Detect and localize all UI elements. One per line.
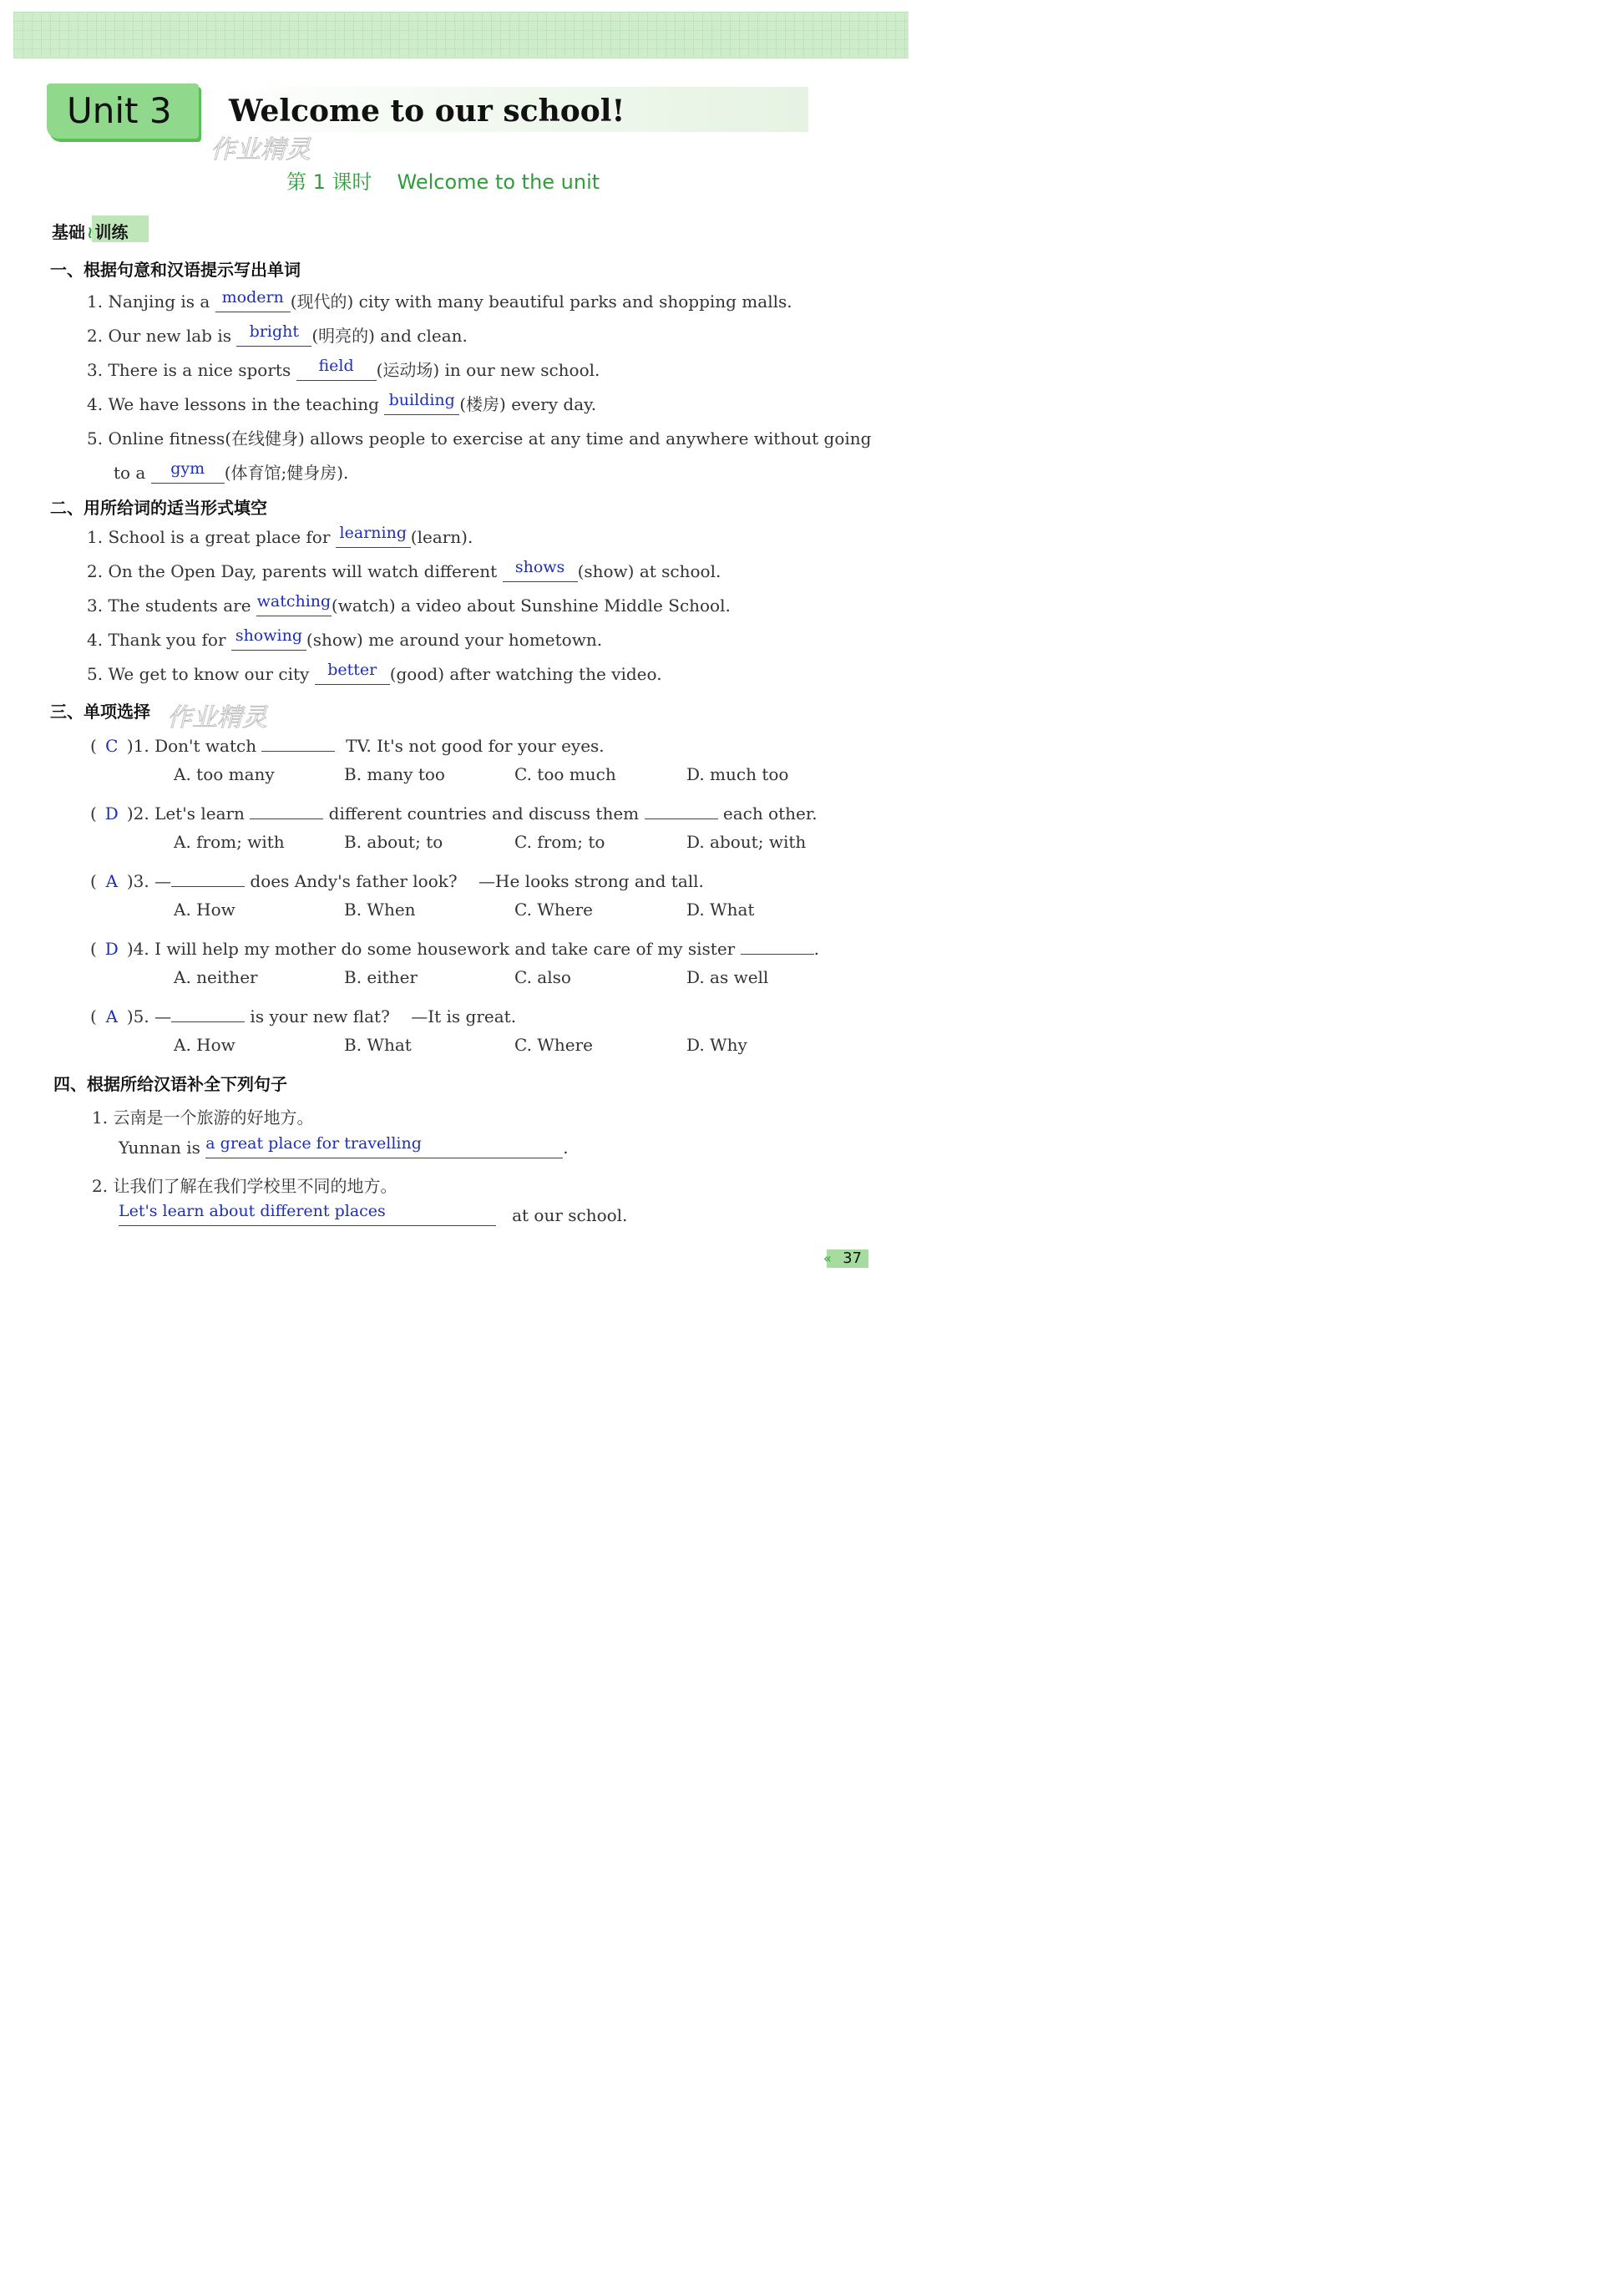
s3-question-2: ( D )2. Let's learn different countries and discuss them each other. <box>90 798 818 824</box>
answer-blank[interactable] <box>645 798 718 819</box>
s3-question-1: ( C )1. Don't watch TV. It's not good for your eyes. <box>90 731 605 756</box>
watermark: 作业精灵 <box>210 135 311 165</box>
answer-blank[interactable] <box>741 934 814 955</box>
lesson-heading <box>286 165 600 195</box>
s4-item-2-chinese: 2. 让我们了解在我们学校里不同的地方。 <box>92 1176 397 1196</box>
top-decorative-band <box>13 12 909 58</box>
s2-item-1: 1. School is a great place for learning (learn). <box>87 524 473 547</box>
page-number: « 37 <box>827 1249 868 1268</box>
answer-blank[interactable]: showing <box>231 630 306 651</box>
s2-item-4: 4. Thank you for showing (show) me around your hometown. <box>87 626 603 650</box>
answer-blank[interactable]: building <box>384 394 459 415</box>
section1-title: 一、根据句意和汉语提示写出单词 <box>50 260 301 280</box>
section4-title: 四、根据所给汉语补全下列句子 <box>53 1074 287 1094</box>
answer-blank[interactable]: watching <box>256 596 332 616</box>
option-c[interactable]: C. Where <box>514 900 593 920</box>
option-c[interactable]: C. Where <box>514 1035 593 1055</box>
option-a[interactable]: A. How <box>174 1035 235 1055</box>
answer-blank[interactable] <box>171 1001 245 1022</box>
answer-blank[interactable]: gym <box>151 463 225 484</box>
answer-blank[interactable]: field <box>296 360 377 381</box>
unit-label: Unit 3 <box>67 90 172 131</box>
answer-blank[interactable]: better <box>315 664 390 685</box>
s3-question-5: ( A )5. — is your new flat? —It is great. <box>90 1001 516 1026</box>
s1-item-4: 4. We have lessons in the teaching building (楼房) every day. <box>87 391 597 414</box>
option-b[interactable]: B. What <box>344 1035 412 1055</box>
unit-title: Welcome to our school! <box>229 94 625 129</box>
answer-blank[interactable]: learning <box>336 527 411 548</box>
choice-answer[interactable]: A <box>105 871 119 891</box>
s1-item-2: 2. Our new lab is bright (明亮的) and clean. <box>87 322 468 346</box>
option-d[interactable]: D. about; with <box>686 832 807 852</box>
choice-answer[interactable]: D <box>104 939 119 959</box>
s1-item-1: 1. Nanjing is a modern (现代的) city with many beautiful parks and shopping malls. <box>87 288 792 312</box>
option-d[interactable]: D. as well <box>686 967 769 987</box>
s2-item-2: 2. On the Open Day, parents will watch different shows (show) at school. <box>87 558 721 581</box>
choice-answer[interactable]: D <box>104 803 119 824</box>
option-b[interactable]: B. about; to <box>344 832 443 852</box>
answer-blank[interactable]: shows <box>503 561 578 582</box>
s3-question-4: ( D )4. I will help my mother do some housework and take care of my sister . <box>90 934 819 959</box>
choice-answer[interactable]: A <box>105 1006 119 1026</box>
option-d[interactable]: D. What <box>686 900 755 920</box>
answer-blank[interactable] <box>171 866 245 887</box>
option-a[interactable]: A. neither <box>174 967 258 987</box>
option-c[interactable]: C. from; to <box>514 832 605 852</box>
answer-blank[interactable] <box>261 731 335 752</box>
option-b[interactable]: B. either <box>344 967 418 987</box>
lesson-title: Welcome to the unit <box>397 170 600 194</box>
wave-icon: ≀ <box>87 222 94 242</box>
watermark: 作业精灵 <box>167 703 267 732</box>
s3-question-3: ( A )3. — does Andy's father look? —He looks strong and tall. <box>90 866 704 891</box>
s4-item-1-chinese: 1. 云南是一个旅游的好地方。 <box>92 1107 314 1128</box>
answer-blank[interactable]: Let's learn about different places <box>119 1205 496 1226</box>
s2-item-3: 3. The students are watching(watch) a video about Sunshine Middle School. <box>87 592 731 616</box>
s1-item-3: 3. There is a nice sports field (运动场) in our new school. <box>87 357 600 380</box>
answer-blank[interactable]: bright <box>236 326 311 347</box>
option-b[interactable]: B. many too <box>344 764 445 784</box>
option-c[interactable]: C. also <box>514 967 571 987</box>
option-c[interactable]: C. too much <box>514 764 616 784</box>
s4-item-2-english: Let's learn about different places at our school. <box>119 1202 628 1225</box>
lesson-label: 第 1 课时 <box>286 170 372 194</box>
double-chevron-left-icon: « <box>823 1250 832 1266</box>
answer-blank[interactable]: a great place for travelling <box>205 1138 563 1158</box>
s4-item-1-english: Yunnan is a great place for travelling . <box>119 1134 569 1158</box>
basic-training-heading: 基础 ≀ 训练 <box>52 222 129 242</box>
option-a[interactable]: A. How <box>174 900 235 920</box>
option-a[interactable]: A. from; with <box>174 832 285 852</box>
answer-blank[interactable] <box>250 798 323 819</box>
choice-answer[interactable]: C <box>105 736 119 756</box>
option-d[interactable]: D. much too <box>686 764 789 784</box>
section3-title: 三、单项选择 <box>50 702 150 722</box>
s1-item-5: 5. Online fitness(在线健身) allows people to exercise at any time and anywhere without going <box>87 428 872 449</box>
section2-title: 二、用所给词的适当形式填空 <box>50 498 267 518</box>
s2-item-5: 5. We get to know our city better (good) after watching the video. <box>87 661 662 684</box>
option-a[interactable]: A. too many <box>174 764 275 784</box>
option-d[interactable]: D. Why <box>686 1035 747 1055</box>
option-b[interactable]: B. When <box>344 900 416 920</box>
s1-item-5-cont: to a gym (体育馆;健身房). <box>114 459 349 483</box>
answer-blank[interactable]: modern <box>215 291 291 312</box>
